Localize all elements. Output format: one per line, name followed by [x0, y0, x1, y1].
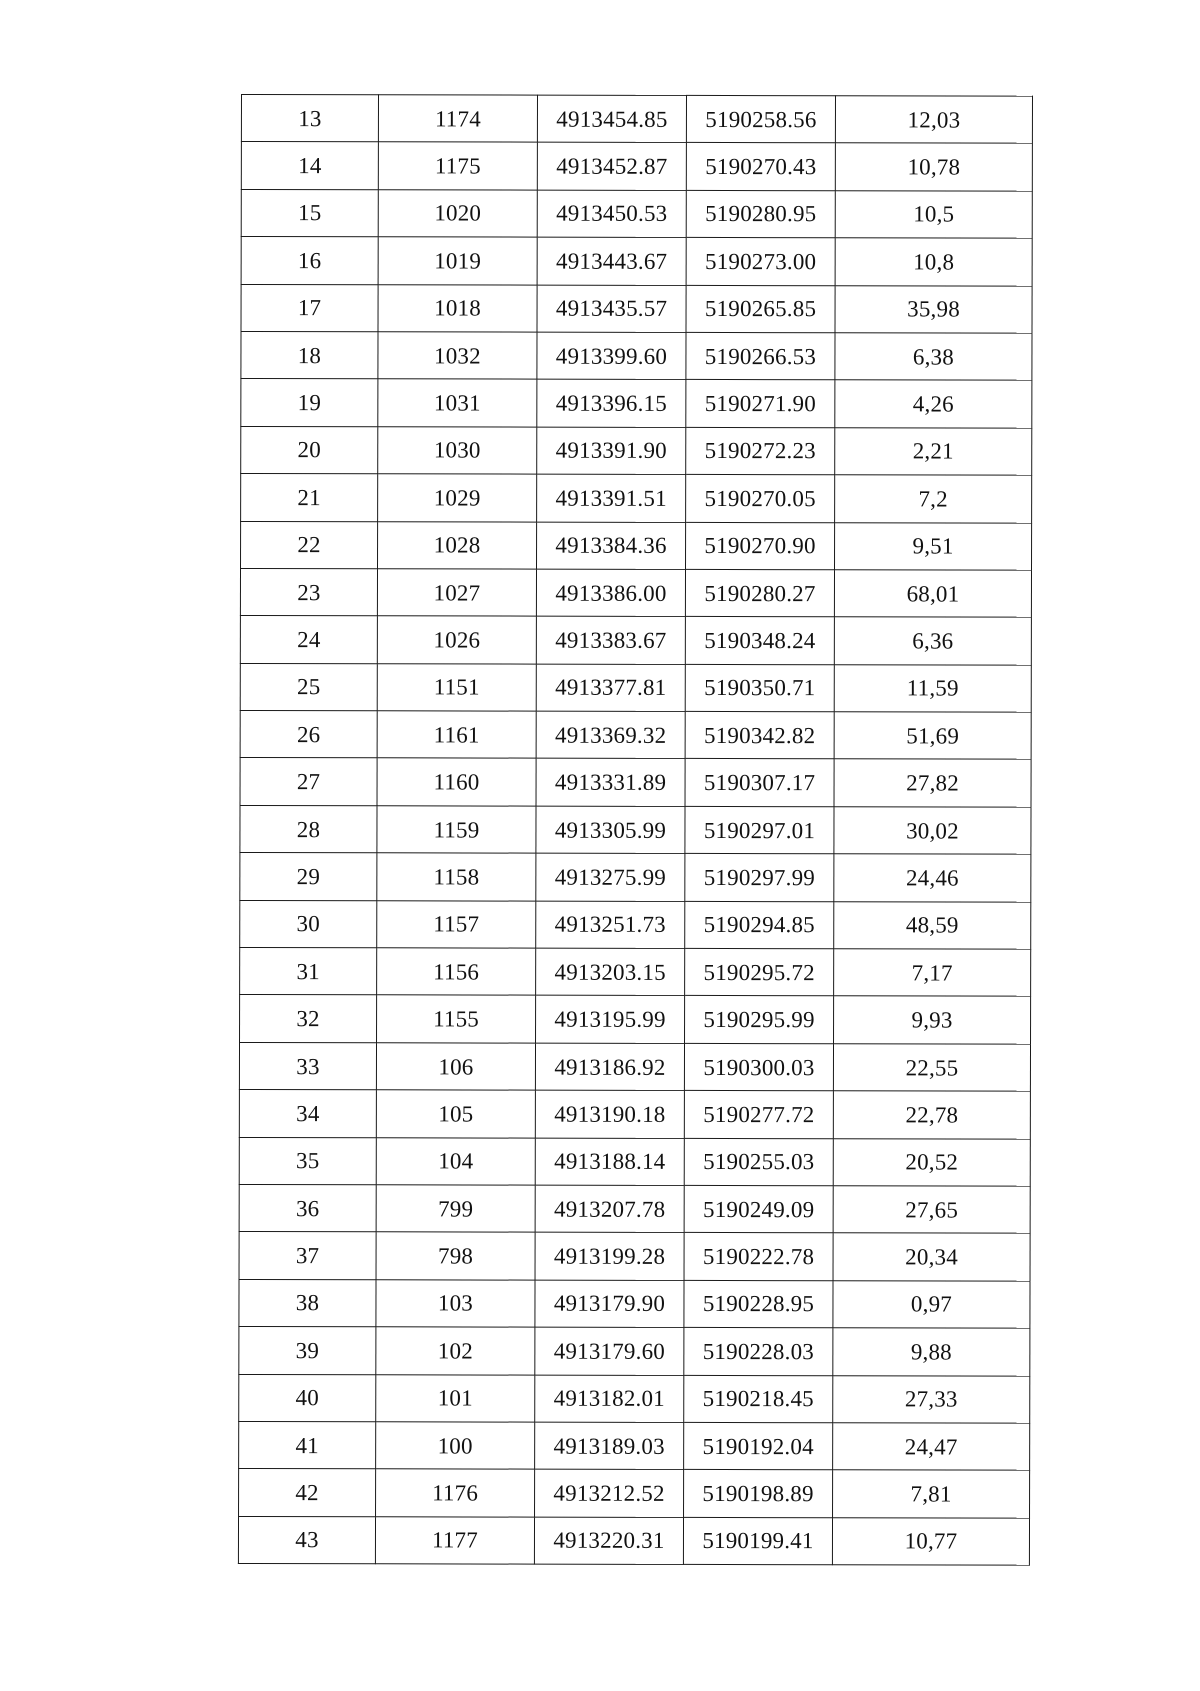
point-number-cell: 32 — [240, 995, 377, 1043]
table-row — [238, 1516, 1029, 1565]
point-number-cell: 29 — [240, 853, 377, 901]
point-id-cell: 1031 — [378, 379, 537, 427]
table-row — [241, 189, 1032, 238]
x-coordinate-cell: 4913190.18 — [535, 1090, 684, 1138]
x-coordinate-cell: 4913203.15 — [536, 948, 685, 996]
x-coordinate-cell: 4913391.51 — [537, 474, 686, 522]
x-coordinate-cell: 4913369.32 — [536, 711, 685, 759]
x-coordinate-cell: 4913386.00 — [536, 569, 685, 617]
table-row — [241, 426, 1032, 475]
distance-cell: 9,51 — [835, 522, 1032, 570]
point-id-cell: 1018 — [378, 284, 537, 332]
x-coordinate-cell: 4913435.57 — [537, 285, 686, 333]
x-coordinate-cell: 4913188.14 — [535, 1138, 684, 1186]
point-number-cell: 24 — [240, 616, 377, 664]
point-number-cell: 42 — [239, 1469, 376, 1517]
distance-cell: 20,34 — [833, 1233, 1030, 1281]
table-row — [239, 1232, 1030, 1281]
coordinates-table-body — [238, 95, 1032, 1566]
distance-cell: 22,55 — [833, 1044, 1030, 1092]
point-number-cell: 23 — [240, 568, 377, 616]
x-coordinate-cell: 4913179.60 — [535, 1327, 684, 1375]
table-row — [239, 1327, 1030, 1376]
distance-cell: 27,82 — [834, 759, 1031, 807]
y-coordinate-cell: 5190272.23 — [686, 427, 835, 475]
point-number-cell: 30 — [240, 900, 377, 948]
distance-cell: 7,17 — [834, 949, 1031, 997]
x-coordinate-cell: 4913207.78 — [535, 1185, 684, 1233]
point-id-cell: 1032 — [378, 332, 537, 380]
table-row — [241, 521, 1032, 570]
point-number-cell: 21 — [241, 474, 378, 522]
distance-cell: 10,8 — [835, 238, 1032, 286]
x-coordinate-cell: 4913377.81 — [536, 664, 685, 712]
point-id-cell: 105 — [376, 1090, 535, 1138]
point-id-cell: 1176 — [376, 1469, 535, 1517]
point-id-cell: 1177 — [375, 1517, 534, 1565]
distance-cell: 22,78 — [833, 1091, 1030, 1139]
y-coordinate-cell: 5190270.43 — [686, 143, 835, 191]
y-coordinate-cell: 5190280.27 — [685, 569, 834, 617]
y-coordinate-cell: 5190199.41 — [683, 1517, 832, 1565]
point-number-cell: 19 — [241, 379, 378, 427]
table-row — [239, 1090, 1030, 1139]
y-coordinate-cell: 5190280.95 — [686, 190, 835, 238]
point-id-cell: 102 — [376, 1327, 535, 1375]
table-row — [240, 758, 1031, 807]
x-coordinate-cell: 4913220.31 — [534, 1517, 683, 1565]
distance-cell: 4,26 — [835, 380, 1032, 428]
table-row — [241, 284, 1032, 333]
distance-cell: 12,03 — [835, 96, 1032, 144]
distance-cell: 7,2 — [835, 475, 1032, 523]
x-coordinate-cell: 4913454.85 — [537, 95, 686, 143]
point-number-cell: 17 — [241, 284, 378, 332]
distance-cell: 6,38 — [835, 333, 1032, 381]
x-coordinate-cell: 4913199.28 — [535, 1232, 684, 1280]
table-row — [241, 237, 1032, 286]
distance-cell: 68,01 — [834, 570, 1031, 618]
table-row — [240, 568, 1031, 617]
point-id-cell: 1019 — [378, 237, 537, 285]
point-number-cell: 13 — [241, 95, 378, 143]
y-coordinate-cell: 5190228.95 — [684, 1280, 833, 1328]
table-row — [240, 663, 1031, 712]
y-coordinate-cell: 5190295.99 — [685, 996, 834, 1044]
point-number-cell: 36 — [239, 1184, 376, 1232]
table-row — [241, 379, 1032, 428]
point-id-cell: 1028 — [378, 521, 537, 569]
point-number-cell: 25 — [240, 663, 377, 711]
distance-cell: 10,77 — [832, 1517, 1029, 1565]
distance-cell: 2,21 — [835, 427, 1032, 475]
point-id-cell: 1157 — [377, 900, 536, 948]
distance-cell: 9,88 — [833, 1328, 1030, 1376]
x-coordinate-cell: 4913391.90 — [537, 427, 686, 475]
point-number-cell: 38 — [239, 1279, 376, 1327]
x-coordinate-cell: 4913450.53 — [537, 190, 686, 238]
x-coordinate-cell: 4913305.99 — [536, 806, 685, 854]
x-coordinate-cell: 4913383.67 — [536, 616, 685, 664]
y-coordinate-cell: 5190255.03 — [684, 1138, 833, 1186]
y-coordinate-cell: 5190297.99 — [685, 854, 834, 902]
table-row — [239, 1374, 1030, 1423]
table-row — [240, 853, 1031, 902]
y-coordinate-cell: 5190192.04 — [684, 1422, 833, 1470]
table-row — [241, 474, 1032, 523]
x-coordinate-cell: 4913212.52 — [535, 1469, 684, 1517]
point-id-cell: 1158 — [377, 853, 536, 901]
distance-cell: 0,97 — [833, 1281, 1030, 1329]
distance-cell: 24,46 — [834, 854, 1031, 902]
point-number-cell: 18 — [241, 331, 378, 379]
point-id-cell: 101 — [376, 1374, 535, 1422]
point-number-cell: 43 — [238, 1516, 375, 1564]
point-id-cell: 1161 — [377, 711, 536, 759]
point-number-cell: 22 — [241, 521, 378, 569]
distance-cell: 24,47 — [833, 1423, 1030, 1471]
point-id-cell: 1026 — [377, 616, 536, 664]
y-coordinate-cell: 5190294.85 — [685, 901, 834, 949]
x-coordinate-cell: 4913195.99 — [536, 996, 685, 1044]
point-id-cell: 1029 — [378, 474, 537, 522]
table-row — [239, 1042, 1030, 1091]
table-row — [239, 1137, 1030, 1186]
distance-cell: 35,98 — [835, 285, 1032, 333]
point-number-cell: 31 — [240, 948, 377, 996]
point-id-cell: 106 — [376, 1043, 535, 1091]
point-number-cell: 15 — [241, 189, 378, 237]
distance-cell: 27,65 — [833, 1186, 1030, 1234]
point-number-cell: 16 — [241, 237, 378, 285]
y-coordinate-cell: 5190273.00 — [686, 238, 835, 286]
y-coordinate-cell: 5190271.90 — [686, 380, 835, 428]
point-id-cell: 103 — [376, 1280, 535, 1328]
x-coordinate-cell: 4913275.99 — [536, 853, 685, 901]
y-coordinate-cell: 5190270.05 — [686, 475, 835, 523]
distance-cell: 9,93 — [834, 996, 1031, 1044]
y-coordinate-cell: 5190266.53 — [686, 332, 835, 380]
point-id-cell: 1160 — [377, 758, 536, 806]
y-coordinate-cell: 5190277.72 — [684, 1091, 833, 1139]
point-number-cell: 41 — [239, 1421, 376, 1469]
point-number-cell: 40 — [239, 1374, 376, 1422]
y-coordinate-cell: 5190307.17 — [685, 759, 834, 807]
distance-cell: 27,33 — [833, 1375, 1030, 1423]
distance-cell: 30,02 — [834, 807, 1031, 855]
y-coordinate-cell: 5190258.56 — [686, 95, 835, 143]
distance-cell: 10,5 — [835, 191, 1032, 239]
x-coordinate-cell: 4913251.73 — [536, 901, 685, 949]
point-id-cell: 1175 — [378, 142, 537, 190]
point-id-cell: 1020 — [378, 190, 537, 238]
table-row — [239, 1469, 1030, 1518]
distance-cell: 48,59 — [834, 901, 1031, 949]
table-row — [239, 1421, 1030, 1470]
point-number-cell: 33 — [239, 1042, 376, 1090]
y-coordinate-cell: 5190228.03 — [684, 1328, 833, 1376]
table-row — [240, 900, 1031, 949]
x-coordinate-cell: 4913186.92 — [535, 1043, 684, 1091]
point-id-cell: 100 — [376, 1422, 535, 1470]
distance-cell: 6,36 — [834, 617, 1031, 665]
x-coordinate-cell: 4913399.60 — [537, 332, 686, 380]
point-id-cell: 799 — [376, 1185, 535, 1233]
point-number-cell: 26 — [240, 711, 377, 759]
distance-cell: 10,78 — [835, 143, 1032, 191]
x-coordinate-cell: 4913452.87 — [537, 143, 686, 191]
x-coordinate-cell: 4913384.36 — [537, 522, 686, 570]
x-coordinate-cell: 4913179.90 — [535, 1280, 684, 1328]
y-coordinate-cell: 5190249.09 — [684, 1185, 833, 1233]
point-id-cell: 1030 — [378, 427, 537, 475]
point-id-cell: 1027 — [377, 569, 536, 617]
x-coordinate-cell: 4913331.89 — [536, 759, 685, 807]
point-number-cell: 35 — [239, 1137, 376, 1185]
y-coordinate-cell: 5190270.90 — [686, 522, 835, 570]
table-row — [239, 1279, 1030, 1328]
table-row — [241, 142, 1032, 191]
coordinates-table — [238, 94, 1033, 1566]
point-number-cell: 20 — [241, 426, 378, 474]
point-id-cell: 1156 — [377, 948, 536, 996]
x-coordinate-cell: 4913443.67 — [537, 237, 686, 285]
y-coordinate-cell: 5190218.45 — [684, 1375, 833, 1423]
point-number-cell: 34 — [239, 1090, 376, 1138]
distance-cell: 20,52 — [833, 1138, 1030, 1186]
x-coordinate-cell: 4913189.03 — [535, 1422, 684, 1470]
point-number-cell: 28 — [240, 805, 377, 853]
y-coordinate-cell: 5190348.24 — [685, 617, 834, 665]
point-number-cell: 14 — [241, 142, 378, 190]
table-row — [240, 616, 1031, 665]
point-id-cell: 1151 — [377, 663, 536, 711]
point-number-cell: 39 — [239, 1327, 376, 1375]
table-row — [239, 1184, 1030, 1233]
point-id-cell: 1174 — [378, 95, 537, 143]
distance-cell: 11,59 — [834, 664, 1031, 712]
table-row — [240, 711, 1031, 760]
point-number-cell: 27 — [240, 758, 377, 806]
point-id-cell: 1159 — [377, 806, 536, 854]
y-coordinate-cell: 5190265.85 — [686, 285, 835, 333]
y-coordinate-cell: 5190300.03 — [684, 1043, 833, 1091]
point-id-cell: 1155 — [377, 995, 536, 1043]
table-row — [240, 995, 1031, 1044]
table-row — [240, 948, 1031, 997]
table-row — [241, 331, 1032, 380]
x-coordinate-cell: 4913182.01 — [535, 1375, 684, 1423]
y-coordinate-cell: 5190222.78 — [684, 1233, 833, 1281]
y-coordinate-cell: 5190342.82 — [685, 712, 834, 760]
table-row — [241, 95, 1032, 144]
x-coordinate-cell: 4913396.15 — [537, 379, 686, 427]
y-coordinate-cell: 5190295.72 — [685, 948, 834, 996]
point-id-cell: 798 — [376, 1232, 535, 1280]
y-coordinate-cell: 5190350.71 — [685, 664, 834, 712]
y-coordinate-cell: 5190297.01 — [685, 806, 834, 854]
point-id-cell: 104 — [376, 1137, 535, 1185]
distance-cell: 7,81 — [833, 1470, 1030, 1518]
distance-cell: 51,69 — [834, 712, 1031, 760]
y-coordinate-cell: 5190198.89 — [684, 1470, 833, 1518]
point-number-cell: 37 — [239, 1232, 376, 1280]
table-row — [240, 805, 1031, 854]
